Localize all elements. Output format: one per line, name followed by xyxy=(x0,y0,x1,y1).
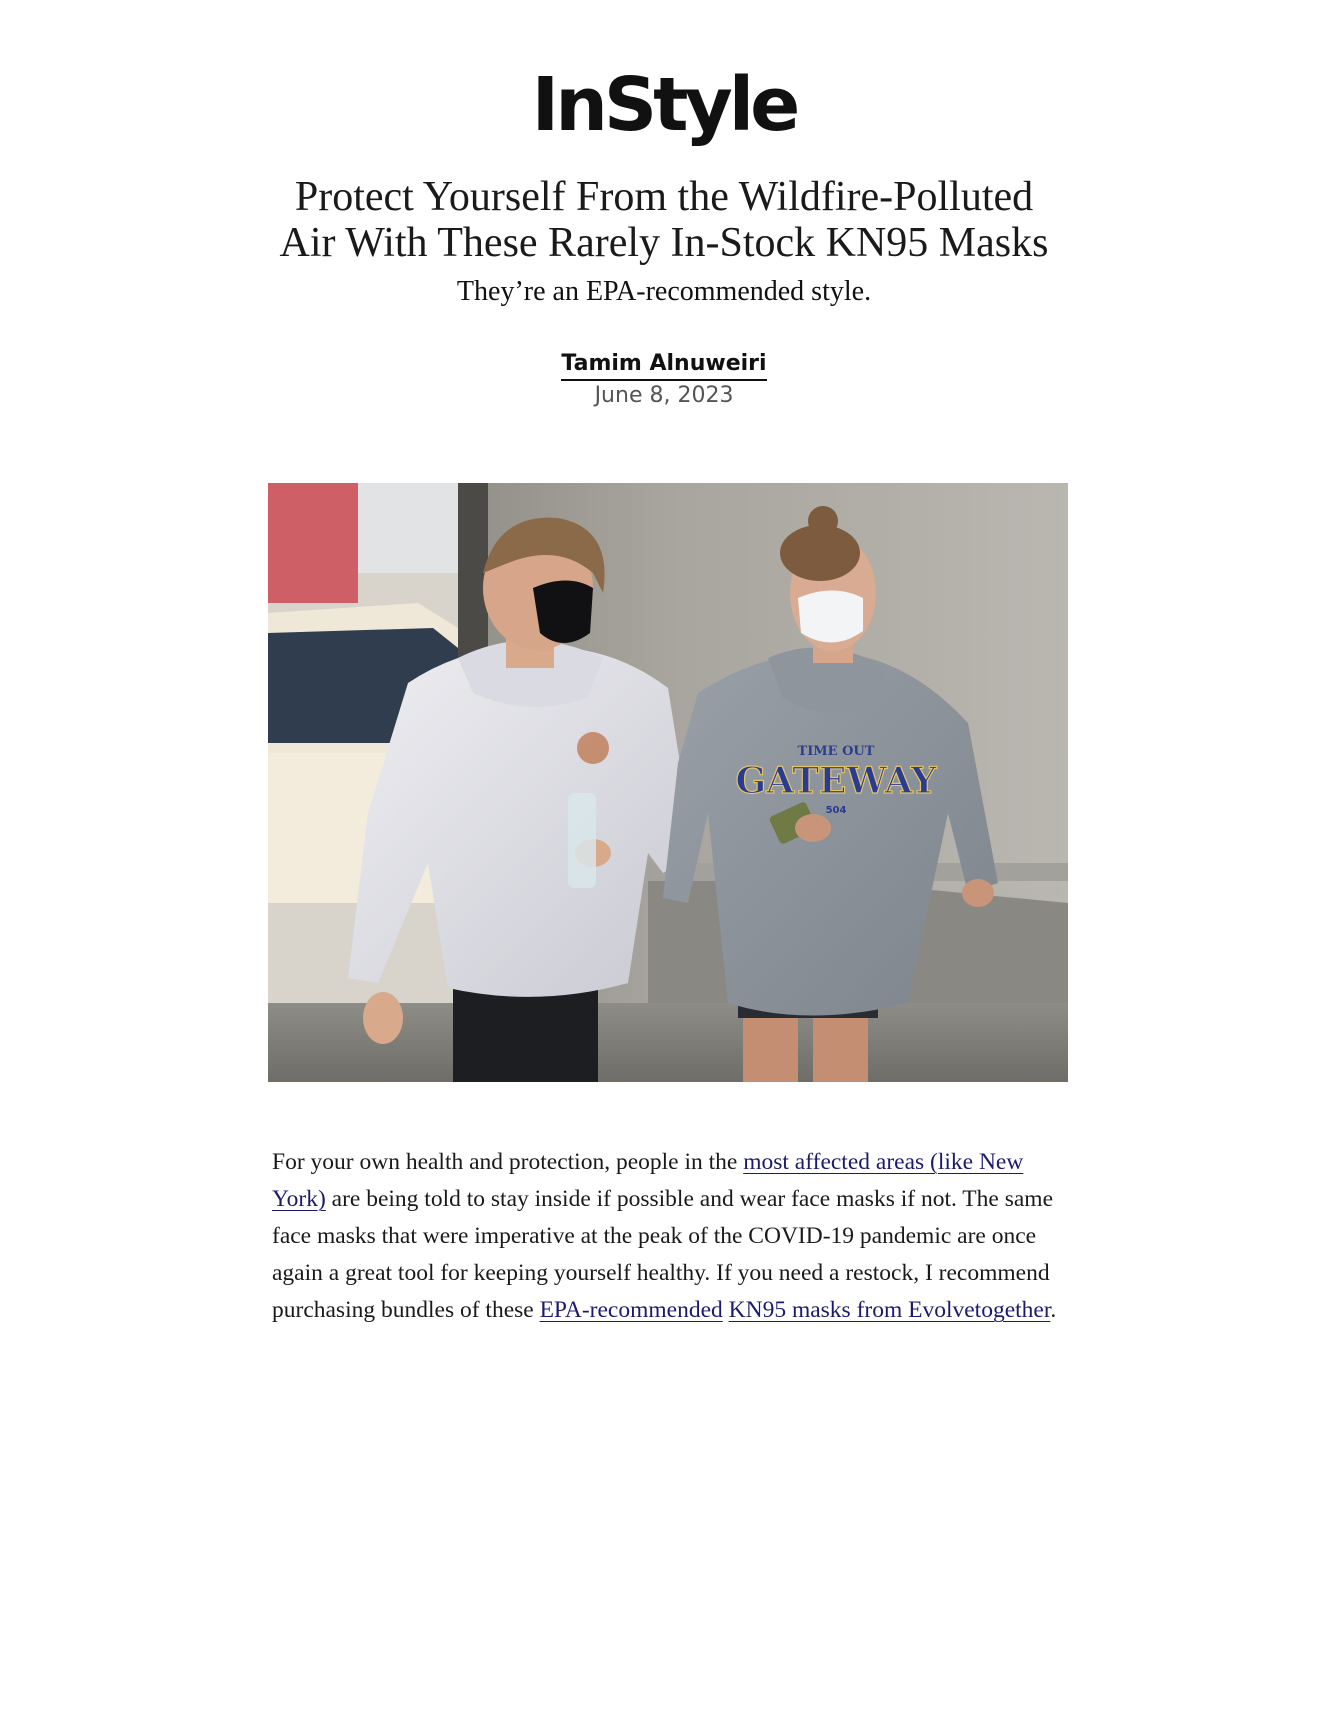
body-text-2: are being told to stay inside if possible and wear face masks if not. The same face masks that were imperative at the peak of the COVID-19 pandemic are once again a great tool for keeping yourself healthy. If you need a restock, I recommend purchasing bundles of these xyxy=(272,1186,1053,1323)
hero-image xyxy=(268,483,1068,1082)
link-kn95-masks[interactable]: KN95 masks from Evolvetogether xyxy=(728,1297,1051,1323)
article-dek: They’re an EPA-recommended style. xyxy=(456,276,872,307)
byline xyxy=(0,350,1328,381)
publish-date: June 8, 2023 xyxy=(594,383,734,408)
instyle-logo[interactable]: InStyle xyxy=(531,62,797,148)
link-most-affected-areas[interactable]: most affected areas (like New York) xyxy=(272,1149,1024,1212)
sweatshirt-print-main: GATEWAY xyxy=(735,760,937,802)
body-text-4: . xyxy=(1050,1297,1057,1323)
sweatshirt-print-num: 504 xyxy=(825,805,847,816)
body-text-1: For your own health and protection, people in the xyxy=(272,1149,744,1175)
article-headline: Protect Yourself From the Wildfire-Polluted Air With These Rarely In-Stock KN95 Masks xyxy=(279,174,1049,266)
sweatshirt-print-top: TIME OUT xyxy=(797,744,875,759)
article-body-paragraph xyxy=(272,1144,1068,1329)
author-link[interactable]: Tamim Alnuweiri xyxy=(561,350,766,381)
link-epa-recommended[interactable]: EPA-recommended xyxy=(539,1297,723,1323)
